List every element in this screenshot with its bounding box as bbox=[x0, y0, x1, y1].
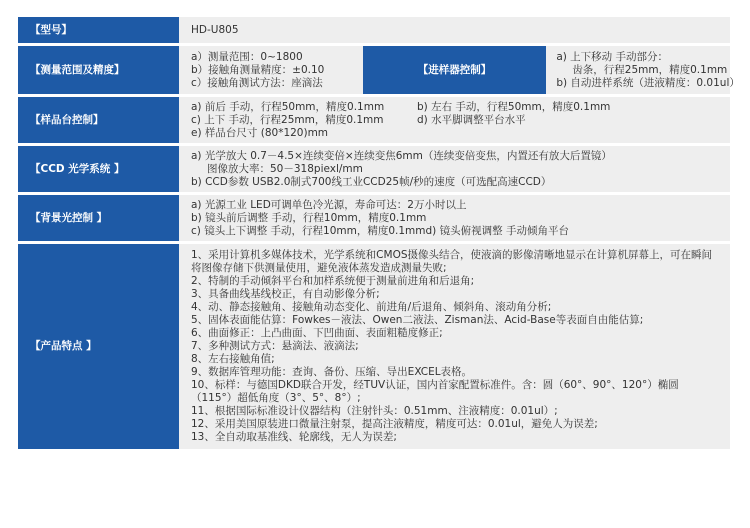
feature-4: 4、动、静态接触角、接触角动态变化、前进角/后退角、倾斜角、滚动角分析; bbox=[191, 301, 552, 313]
row-model bbox=[18, 17, 730, 43]
label-model: 【型号】 bbox=[18, 17, 179, 43]
feature-8: 8、左右接触角值; bbox=[191, 353, 275, 365]
stage-item-e: e) 样品台尺寸 (80*120)mm bbox=[191, 126, 329, 139]
feature-10: 10、标样：与德国DKD联合开发，经TUV认证，国内首家配置标准件。含：圆（60°、90°、120°）椭圆（115°）超低角度（3°、5°、8°）; bbox=[191, 379, 679, 404]
row-features bbox=[18, 244, 730, 449]
label-backlight: 【背景光控制 】 bbox=[18, 195, 179, 241]
value-stage bbox=[179, 97, 730, 143]
range-line-1: a）测量范围：0~1800 bbox=[191, 50, 303, 63]
sampler-line-3: b) 自动进样系统（进液精度：0.01ul） bbox=[556, 76, 740, 89]
value-sampler bbox=[546, 46, 740, 94]
row-range bbox=[18, 46, 730, 94]
stage-item-d: d) 水平脚调整平台水平 bbox=[417, 113, 526, 126]
value-range bbox=[179, 46, 363, 94]
label-features: 【产品特点 】 bbox=[18, 244, 179, 449]
sampler-line-2: 齿条，行程25mm，精度0.1mm bbox=[572, 63, 728, 76]
feature-12: 12、采用美国原装进口微量注射泵，提高注液精度，精度可达：0.01ul，避免人为误差; bbox=[191, 418, 598, 430]
feature-5: 5、固体表面能估算：Fowkes－液法、Owen二液法、Zisman法、Acid-Base等表面自由能估算; bbox=[191, 314, 644, 326]
value-features bbox=[179, 244, 730, 449]
stage-item-a: a) 前后 手动，行程50mm，精度0.1mm bbox=[191, 100, 385, 113]
stage-item-c: c) 上下 手动，行程25mm，精度0.1mm bbox=[191, 113, 384, 126]
row-ccd bbox=[18, 146, 730, 192]
range-line-2: b）接触角测量精度：±0.10 bbox=[191, 63, 325, 76]
label-range: 【测量范围及精度】 bbox=[18, 46, 179, 94]
ccd-line-3: b) CCD参数 USB2.0制式700线工业CCD25帧/秒的速度（可选配高速CCD） bbox=[191, 175, 552, 188]
ccd-line-2: 图像放大率：50－318piexl/mm bbox=[207, 162, 363, 175]
label-stage: 【样品台控制】 bbox=[18, 97, 179, 143]
row-stage bbox=[18, 97, 730, 143]
feature-11: 11、根据国际标准设计仪器结构（注射针头：0.51mm、注液精度：0.01ul）; bbox=[191, 405, 558, 417]
backlight-line-1: a) 光源工业 LED可调单色冷光源，寿命可达：2万小时以上 bbox=[191, 198, 467, 211]
feature-6: 6、曲面修正：上凸曲面、下凹曲面、表面粗糙度修正; bbox=[191, 327, 443, 339]
value-backlight bbox=[179, 195, 730, 241]
feature-13: 13、全自动取基准线、轮廓线，无人为误差; bbox=[191, 431, 397, 443]
label-sampler: 【进样器控制】 bbox=[363, 46, 547, 94]
backlight-line-3: c) 镜头上下调整 手动，行程10mm，精度0.1mmd) 镜头俯视调整 手动倾角平台 bbox=[191, 224, 569, 237]
value-model: HD-U805 bbox=[179, 17, 730, 43]
stage-item-b: b) 左右 手动，行程50mm，精度0.1mm bbox=[417, 100, 611, 113]
row-backlight bbox=[18, 195, 730, 241]
sampler-line-1: a) 上下移动 手动部分： bbox=[556, 50, 669, 63]
backlight-line-2: b) 镜头前后调整 手动，行程10mm，精度0.1mm bbox=[191, 211, 427, 224]
feature-3: 3、具备曲线基线校正，有自动影像分析; bbox=[191, 288, 380, 300]
value-ccd bbox=[179, 146, 730, 192]
feature-7: 7、多种测试方式：悬滴法、液滴法; bbox=[191, 340, 359, 352]
feature-9: 9、数据库管理功能：查询、备份、压缩、导出EXCEL表格。 bbox=[191, 366, 473, 378]
label-ccd: 【CCD 光学系统 】 bbox=[18, 146, 179, 192]
range-line-3: c）接触角测试方法：座滴法 bbox=[191, 76, 323, 89]
stage-grid bbox=[191, 101, 718, 127]
feature-2: 2、特制的手动倾斜平台和加样系统便于测量前进角和后退角; bbox=[191, 275, 475, 287]
spec-table bbox=[18, 14, 740, 452]
feature-1: 1、采用计算机多媒体技术，光学系统和CMOS摄像头结合，使液滴的影像清晰地显示在计算机屏幕上，可在瞬间将图像存储下供测量使用，避免液体蒸发造成测量失败; bbox=[191, 249, 712, 274]
ccd-line-1: a) 光学放大 0.7－4.5×连续变倍×连续变焦6mm（连续变倍变焦，内置还有放大后置镜） bbox=[191, 149, 612, 162]
